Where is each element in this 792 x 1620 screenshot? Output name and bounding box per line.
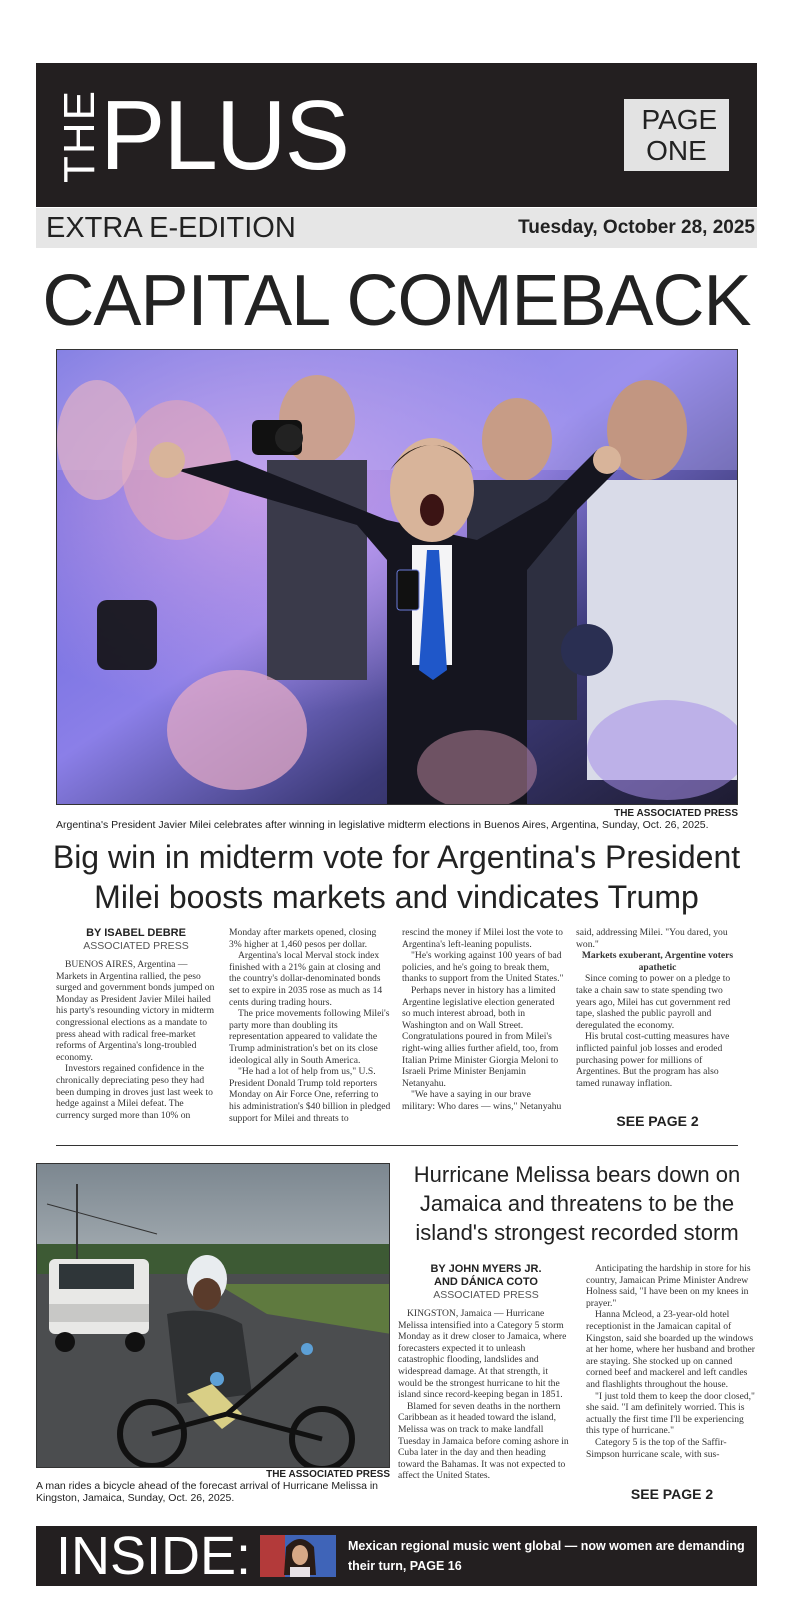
lead-photo[interactable] [56,349,738,805]
story1-paragraph: The price movements following Milei's party more than doubling its representation appeared to validate the Trump administration's bet on its close ideological ally in South America. [229,1008,390,1066]
issue-date: Tuesday, October 28, 2025 [518,217,755,238]
story1-column-3 [402,927,565,1113]
story1-column-2 [229,927,391,1124]
hurricane-photo-credit: THE ASSOCIATED PRESS [266,1469,390,1480]
hurricane-photo[interactable] [36,1163,390,1468]
edition-label: EXTRA E-EDITION [46,212,296,244]
masthead-logo: PLUS [100,80,349,190]
story2-column-2 [586,1263,758,1460]
story2-paragraph: KINGSTON, Jamaica — Hurricane Melissa intensified into a Category 5 storm Monday as it drew closer to Jamaica, where forecasters expected it to unleash catastrophic flooding, landslides and widespread damage. At that strength, it would be the strongest hurricane to hit the island since record-keeping began in 1851. [398,1308,567,1401]
story1-byline: BY ISABEL DEBRE [86,927,186,939]
story1-paragraph: "He had a lot of help from us," U.S. President Donald Trump told reporters Monday on Air Force One, referring to his administration's $40 billion in pledged support for Milei and threats to [229,1066,391,1124]
story1-paragraph: Monday after markets opened, closing 3% higher at 1,460 pesos per dollar. [229,927,377,950]
inside-label: INSIDE: [56,1526,252,1586]
story1-paragraph: rescind the money if Milei lost the vote to Argentina's left-leaning populists. [402,927,563,950]
story1-column-4 [576,927,739,1089]
lead-photo-caption: Argentina's President Javier Milei celebrates after winning in legislative midterm elections in Buenos Aires, Argentina, Sunday, Oct. 26, 2025. [56,819,709,831]
hurricane-photo-caption: A man rides a bicycle ahead of the forecast arrival of Hurricane Melissa in Kingston, Jamaica, Sunday, Oct. 26, 2025. [36,1480,378,1504]
story1-paragraph: Perhaps never in history has a limited Argentine legislative election generated so much interest abroad, both in Washington and on Wall Street. Congratulations poured in from Milei's right-wing allies further afield, too, from Italian Prime Minister Giorgia Meloni to Israeli Prime Minister Benjamin Netanyahu. [402,984,559,1089]
lead-photo-credit: THE ASSOCIATED PRESS [614,808,738,819]
story1-paragraph: Since coming to power on a pledge to take a chain saw to state spending two years ago, Milei has cut government red tape, slashed the public payroll and deregulated the economy. [576,973,731,1031]
story1-column-1 [56,927,216,1121]
story1-paragraph: Argentina's local Merval stock index finished with a 21% gain at closing and the country's dollar-denominated bonds set to expire in 2035 rose as much as 14 cents during trading hours. [229,950,383,1008]
lead-photo-image [57,350,738,805]
story2-paragraph: Blamed for seven deaths in the northern Caribbean as it headed toward the island, Melissa was on track to make landfall Tuesday in Jamaica before coming ashore in Cuba later in the day and then heading toward the Bahamas. It was not expected to affect the United States. [398,1400,569,1482]
inside-thumbnail-image [260,1535,336,1577]
masthead-the: THE [55,89,104,183]
story2-paragraph: Hanna Mcleod, a 23-year-old hotel receptionist in the Jamaican capital of Kingston, said she boarded up the windows at her home, where her husband and brother are staying. She stocked up on canned corned beef and mackerel and left candles and flashlights throughout the house. [586,1309,755,1390]
story1-paragraph: BUENOS AIRES, Argentina — Markets in Argentina rallied, the peso surged and government bonds jumped on Monday as President Javier Milei hailed his party's resounding victory in midterm congressional elections as a mandate to press ahead with radical free-market reforms of Argentina's long-troubled economy. [56,959,215,1063]
story2-paragraph: "I just told them to keep the door closed," she said. "I am definitely worried. This is actually the first time I'll be experiencing this type of hurricane." [586,1390,755,1437]
story1-headline[interactable]: Big win in midterm vote for Argentina's President Milei boosts markets and vindicates Trump [52,839,741,915]
story1-paragraph: "He's working against 100 years of bad policies, and he's going to break them, thanks to support from the United States." [402,950,564,985]
story2-byline: BY JOHN MYERS JR. [430,1263,542,1275]
story1-paragraph: Investors regained confidence in the chronically depreciating peso they had been dumping in droves just last week to hedge against a Milei defeat. The currency surged more than 10% on [56,1063,213,1121]
page-one-box [624,99,729,171]
story2-paragraph: Category 5 is the top of the Saffir-Simpson hurricane scale, with sus- [586,1436,727,1460]
hurricane-photo-image [37,1164,390,1468]
story2-headline[interactable]: Hurricane Melissa bears down on Jamaica and threatens to be the island's strongest recorded storm [413,1162,741,1245]
section-divider [56,1145,738,1146]
page-headline: CAPITAL COMEBACK [42,261,751,341]
inside-teaser-link[interactable]: Mexican regional music went global — now women are demanding their turn, PAGE 16 [348,1539,745,1573]
story2-agency: ASSOCIATED PRESS [433,1289,539,1301]
story1-paragraph: said, addressing Milei. "You dared, you won." [576,927,728,950]
story1-paragraph: "We have a saying in our brave military: Who dares — wins," Netanyahu [402,1089,562,1112]
story2-byline-second: AND DÁNICA COTO [434,1276,538,1288]
story1-subhead: Markets exuberant, Argentine voters apathetic [581,950,734,973]
story1-see-page-link[interactable]: SEE PAGE 2 [616,1113,699,1129]
inside-thumbnail[interactable] [260,1535,336,1577]
page-one-label: PAGE ONE [641,104,718,166]
story2-column-1 [398,1263,574,1482]
story1-paragraph: His brutal cost-cutting measures have inflicted painful job losses and eroded purchasing power for millions of Argentines. But the program has also tamed runaway inflation. [576,1031,730,1089]
story2-paragraph: Anticipating the hardship in store for his country, Jamaican Prime Minister Andrew Holness said, "I have been on my knees in prayer." [586,1263,751,1309]
story2-see-page-link[interactable]: SEE PAGE 2 [630,1486,714,1502]
story1-agency: ASSOCIATED PRESS [83,940,189,952]
